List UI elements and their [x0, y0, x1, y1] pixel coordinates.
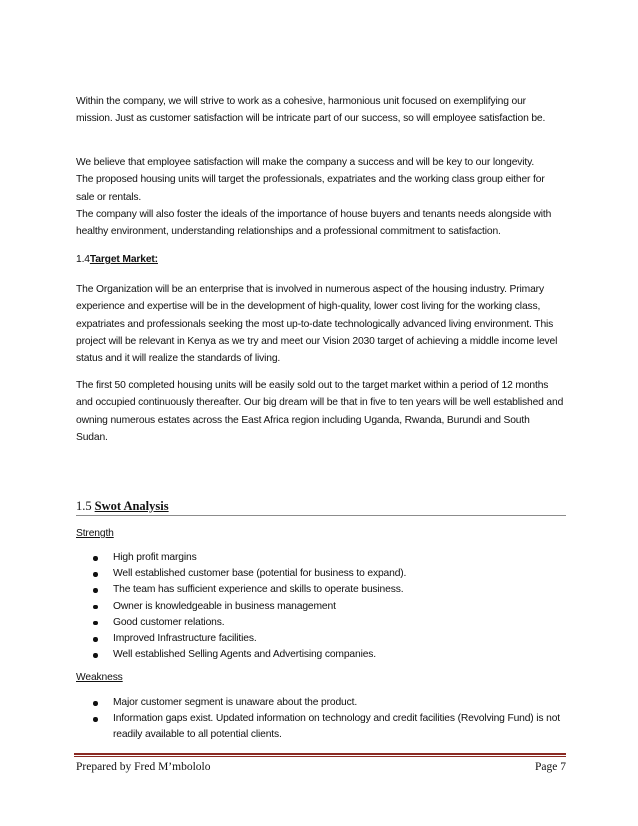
section-number: 1.5 [76, 499, 92, 513]
paragraph-first-units: The first 50 completed housing units will be easily sold out to the target market within a period of 12 months and occupied continuously thereafter. Our big dream will be that in five to ten years will be well established and owning numerous estates across the East Africa region including Uganda, Rwanda, Burundi and South Sudan. [76, 380, 564, 443]
section-heading-swot [76, 497, 564, 515]
list-item: Improved Infrastructure facilities. [76, 631, 566, 647]
bullet-icon [93, 701, 98, 706]
bullet-icon [93, 637, 98, 642]
paragraph-employee-satisfaction [76, 154, 564, 240]
list-item: Good customer relations. [76, 615, 566, 631]
section-heading-target-market [76, 251, 158, 268]
bullet-icon [93, 605, 98, 610]
section-title: Swot Analysis [94, 499, 169, 513]
bullet-icon [93, 588, 98, 593]
list-item: Well established customer base (potential for business to expand). [76, 566, 566, 582]
bullet-icon [93, 653, 98, 658]
list-item: Well established Selling Agents and Advertising companies. [76, 647, 566, 663]
bullet-icon [93, 717, 98, 722]
bullet-icon [93, 572, 98, 577]
strength-list [76, 550, 566, 663]
paragraph-mission: Within the company, we will strive to work as a cohesive, harmonious unit focused on exemplifying our mission. Just as customer satisfaction will be intricate part of our success, so will employee satisfaction be. [76, 96, 546, 125]
page-footer [76, 759, 566, 775]
paragraph-company-ideals: The company will also foster the ideals of the importance of house buyers and tenants needs alongside with healthy environment, understanding relationships and a professional commitment to satisfaction. [76, 208, 552, 238]
bullet-icon [93, 621, 98, 626]
paragraph-line-longevity: We believe that employee satisfaction will make the company a success and will be key to our longevity. [76, 157, 535, 168]
page-number: Page 7 [535, 761, 566, 773]
list-item: Owner is knowledgeable in business management [76, 599, 566, 615]
section-title: Target Market: [89, 254, 158, 265]
footer-divider-thin [74, 756, 566, 757]
paragraph-organization: The Organization will be an enterprise that is involved in numerous aspect of the housing industry. Primary experience and expertise will be in the development of high-quality, lower cost living for the working class, expatriates and professionals seeking the most up-to-date technologically advanced living environment. This project will be relevant in Kenya as we try and meet our Vision 2030 target of achieving a middle income level status and it will realize the standards of living. [76, 284, 558, 365]
list-item: High profit margins [76, 550, 566, 566]
list-item: Information gaps exist. Updated information on technology and credit facilities (Revolving Fund) is not readily available to all potential clients. [76, 711, 566, 743]
footer-author: Prepared by Fred M’mbololo [76, 761, 211, 773]
weakness-heading: Weakness [76, 672, 123, 683]
weakness-list [76, 695, 566, 744]
strength-heading: Strength [76, 528, 114, 539]
section-number: 1.4 [76, 254, 90, 265]
list-item: Major customer segment is unaware about the product. [76, 695, 566, 711]
paragraph-housing-target: The proposed housing units will target the professionals, expatriates and the working class group either for sale or rentals. [76, 174, 545, 203]
heading-divider [76, 515, 566, 516]
bullet-icon [93, 556, 98, 561]
list-item: The team has sufficient experience and skills to operate business. [76, 582, 566, 598]
footer-divider [74, 753, 566, 755]
